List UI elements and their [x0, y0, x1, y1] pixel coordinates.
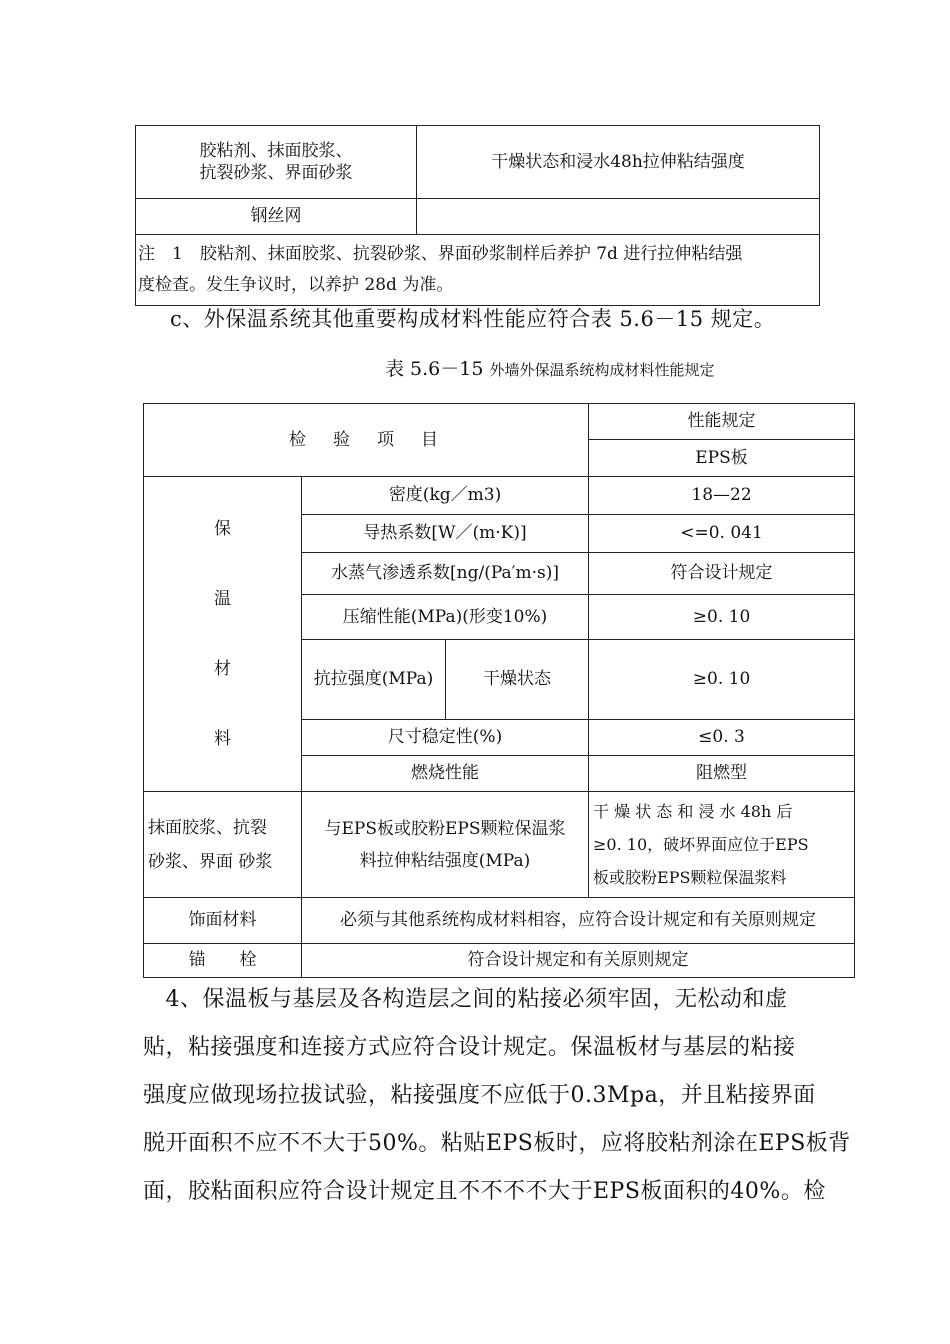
group-insulation-material — [144, 477, 302, 792]
row-tensile-sub: 干燥状态 — [446, 640, 589, 720]
table1-row2-left: 钢丝网 — [136, 199, 417, 235]
row-combustion-value: 阻燃型 — [589, 756, 855, 792]
insulation-system-table — [143, 403, 855, 978]
row-stability-item: 尺寸稳定性(%) — [302, 720, 589, 756]
mortar-value — [589, 792, 855, 898]
body-line-1: 4、保温板与基层及各构造层之间的粘接必须牢固，无松动和虚 — [143, 987, 788, 1012]
row-density-value: 18—22 — [589, 477, 855, 515]
body-line-3: 强度应做现场拉拔试验，粘接强度不应低于0.3Mpa，并且粘接界面 — [143, 1083, 816, 1108]
table1-row1-right: 干燥状态和浸水48h拉伸粘结强度 — [417, 126, 820, 199]
mortar-item-line1: 与EPS板或胶粉EPS颗粒保温浆 — [324, 818, 566, 839]
row-tensile-item: 抗拉强度(MPa) — [302, 640, 446, 720]
body-line-2: 贴，粘接强度和连接方式应符合设计规定。保温板材与基层的粘接 — [143, 1035, 796, 1060]
section-c-line: c、外保温系统其他重要构成材料性能应符合表 5.6－15 规定。 — [170, 307, 776, 331]
table-caption-number: 表 5.6－15 — [385, 358, 484, 380]
table1-note-line2: 度检查。发生争议时，以养护 28d 为准。 — [138, 275, 454, 295]
table1-note-line1: 注 1 胶粘剂、抹面胶浆、抗裂砂浆、界面砂浆制样后养护 7d 进行拉伸粘结强 — [138, 244, 743, 264]
row-stability-value: ≤0. 3 — [589, 720, 855, 756]
finish-label: 饰面材料 — [144, 898, 302, 944]
anchor-value: 符合设计规定和有关原则规定 — [302, 944, 855, 978]
table1-row1-left-line2: 抗裂砂浆、界面砂浆 — [199, 163, 353, 183]
body-line-5: 面，胶粘面积应符合设计规定且不不不不大于EPS板面积的40%。检 — [143, 1179, 826, 1204]
mortar-value-line3: 板或胶粉EPS颗粒保温浆料 — [593, 868, 787, 887]
header-item-text: 检 验 项 目 — [289, 429, 443, 450]
mortar-label-line1: 抹面胶浆、抗裂 — [148, 817, 267, 838]
group-label-char-2: 温 — [214, 589, 231, 609]
row-compression-item: 压缩性能(MPa)(形变10%) — [302, 595, 589, 640]
row-tensile-value: ≥0. 10 — [589, 640, 855, 720]
row-density-item: 密度(kg／m3) — [302, 477, 589, 515]
row-vapor-value: 符合设计规定 — [589, 553, 855, 595]
table1-row1-left — [136, 126, 417, 199]
group-label-char-3: 材 — [214, 659, 231, 679]
row-conductivity-item: 导热系数[W／(m·K)] — [302, 515, 589, 553]
material-test-table — [135, 125, 820, 306]
header-eps: EPS板 — [589, 440, 855, 477]
mortar-label — [144, 792, 302, 898]
mortar-item-line2: 料拉伸粘结强度(MPa) — [359, 850, 531, 871]
row-combustion-item: 燃烧性能 — [302, 756, 589, 792]
finish-value: 必须与其他系统构成材料相容，应符合设计规定和有关原则规定 — [302, 898, 855, 944]
header-item — [144, 404, 589, 477]
body-line-4: 脱开面积不应不不大于50%。粘贴EPS板时，应将胶粘剂涂在EPS板背 — [143, 1131, 851, 1156]
mortar-label-line2: 砂浆、界面 砂浆 — [148, 851, 273, 872]
table-caption-title: 外墙外保温系统构成材料性能规定 — [489, 361, 715, 379]
table1-row1-left-line1: 胶粘剂、抹面胶浆、 — [199, 140, 353, 161]
row-vapor-item: 水蒸气渗透系数[ng/(Pa′m·s)] — [302, 553, 589, 595]
row-compression-value: ≥0. 10 — [589, 595, 855, 640]
mortar-value-line2: ≥0. 10，破坏界面应位于EPS — [593, 835, 809, 854]
header-performance: 性能规定 — [589, 404, 855, 440]
mortar-value-line1: 干 燥 状 态 和 浸 水 48h 后 — [593, 802, 793, 821]
group-label-char-4: 料 — [214, 729, 231, 749]
row-conductivity-value: <=0. 041 — [589, 515, 855, 553]
table1-row2-right — [417, 199, 820, 235]
anchor-label: 锚 栓 — [144, 944, 302, 978]
group-label-char-1: 保 — [214, 519, 231, 539]
table1-note — [136, 235, 820, 306]
table-caption — [385, 354, 715, 381]
mortar-item — [302, 792, 589, 898]
